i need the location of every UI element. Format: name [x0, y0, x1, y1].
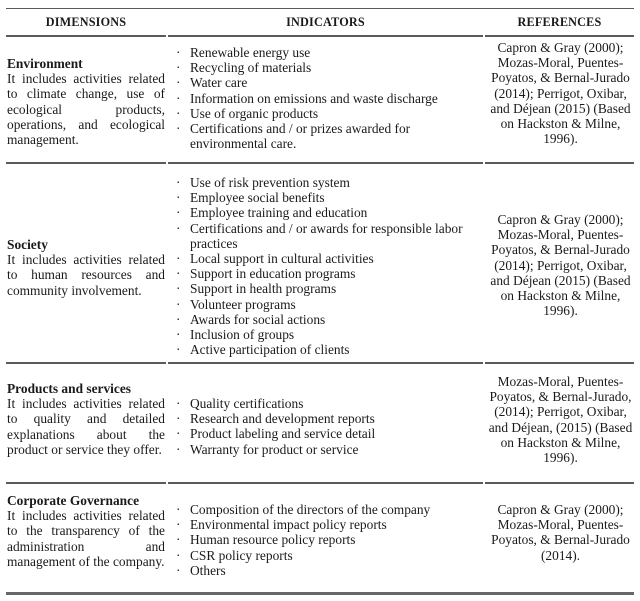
indicator-text: Volunteer programs — [190, 296, 296, 312]
indicator-text: Certifications and / or awards for responsible labor practices — [190, 220, 463, 251]
dimension-title: Society — [7, 237, 48, 252]
indicator-text: Human resource policy reports — [190, 532, 356, 548]
dimension-title: Environment — [7, 56, 83, 71]
references-cell: Capron & Gray (2000); Mozas-Moral, Puentes-Poyatos, & Bernal-Jurado (2014); Perrigot, Oxibar, and Déjean (2015) (Based on Hackston & Milne, 1996). — [490, 40, 631, 147]
indicator-text: Active participation of clients — [190, 342, 350, 358]
indicator-item — [172, 342, 487, 357]
indicator-item — [172, 281, 487, 296]
bullet-icon: · — [176, 426, 181, 442]
bullet-icon: · — [176, 396, 181, 411]
indicator-text: Environmental impact policy reports — [190, 517, 387, 533]
table-row-society — [6, 164, 634, 362]
indicator-item — [172, 251, 487, 266]
indicator-item — [172, 205, 487, 220]
table-row-products-services — [6, 364, 634, 482]
indicator-item — [172, 121, 487, 151]
dimension-description: It includes activities related to the transparency of the administration and management of the company. — [7, 508, 165, 569]
table-row-corporate-governance — [6, 484, 634, 592]
dimension-cell — [7, 56, 165, 147]
indicator-item — [172, 517, 487, 532]
indicator-text: Water care — [190, 75, 248, 91]
indicators-list — [172, 175, 487, 357]
indicator-item — [172, 548, 487, 563]
indicator-text: Composition of the directors of the company — [190, 502, 431, 517]
table-bottom-rule — [6, 592, 634, 595]
references-cell: Capron & Gray (2000); Mozas-Moral, Puentes-Poyatos, & Bernal-Jurado (2014); Perrigot, Oxibar, and Déjean (2015) (Based on Hackston & Milne, 1996). — [490, 212, 631, 319]
indicator-text: Employee training and education — [190, 205, 368, 221]
bullet-icon: · — [176, 502, 181, 517]
bullet-icon: · — [176, 281, 181, 297]
indicator-text: Product labeling and service detail — [190, 426, 376, 442]
bullet-icon: · — [176, 266, 181, 282]
indicator-item — [172, 327, 487, 342]
indicators-cell — [172, 502, 487, 578]
indicator-item — [172, 532, 487, 547]
indicator-text: Local support in cultural activities — [190, 251, 374, 267]
indicator-text: Certifications and / or prizes awarded for environmental care. — [190, 121, 411, 152]
bullet-icon: · — [176, 190, 181, 206]
references-cell: Capron & Gray (2000); Mozas-Moral, Puentes-Poyatos, & Bernal-Jurado (2014). — [491, 502, 630, 563]
bullet-icon: · — [176, 327, 181, 343]
indicator-item — [172, 502, 487, 517]
bullet-icon: · — [176, 220, 181, 236]
bullet-icon: · — [176, 547, 181, 563]
indicators-list — [172, 45, 487, 151]
indicator-text: Warranty for product or service — [190, 441, 359, 457]
indicator-item — [172, 312, 487, 327]
indicator-item — [172, 60, 487, 75]
indicator-text: Others — [190, 562, 226, 578]
dimension-description: It includes activities related to human resources and community involvement. — [7, 252, 165, 298]
indicator-text: Quality certifications — [190, 396, 304, 411]
dimension-title: Products and services — [7, 381, 131, 396]
bullet-icon: · — [176, 45, 181, 60]
indicator-item — [172, 426, 487, 441]
indicators-list — [172, 396, 487, 457]
indicator-item — [172, 266, 487, 281]
indicators-list — [172, 502, 487, 578]
indicator-text: CSR policy reports — [190, 547, 293, 563]
indicators-cell — [172, 175, 487, 357]
bullet-icon: · — [176, 296, 181, 312]
bullet-icon: · — [176, 205, 181, 221]
indicator-item — [172, 396, 487, 411]
dimension-description: It includes activities related to climate change, use of ecological products, operations, and ecological management. — [7, 71, 165, 148]
dimension-cell — [7, 237, 165, 298]
indicator-text: Use of organic products — [190, 105, 319, 121]
header-references: REFERENCES — [517, 15, 602, 29]
indicator-text: Awards for social actions — [190, 311, 326, 327]
bullet-icon: · — [176, 411, 181, 427]
bullet-icon: · — [176, 75, 181, 91]
bullet-icon: · — [176, 311, 181, 327]
dimension-title: Corporate Governance — [7, 493, 140, 508]
bullet-icon: · — [176, 105, 181, 121]
indicator-item — [172, 411, 487, 426]
indicator-text: Inclusion of groups — [190, 327, 295, 343]
dimension-cell — [7, 381, 165, 457]
indicators-cell — [172, 45, 487, 151]
header-dimensions: DIMENSIONS — [45, 15, 127, 29]
indicator-text: Use of risk prevention system — [190, 175, 350, 190]
indicator-text: Research and development reports — [190, 411, 375, 427]
indicator-item — [172, 221, 487, 251]
bullet-icon: · — [176, 175, 181, 190]
indicator-item — [172, 106, 487, 121]
indicator-text: Information on emissions and waste discharge — [190, 90, 438, 106]
dimension-description: It includes activities related to quality and detailed explanations about the product or service they offer. — [7, 396, 165, 457]
indicator-item — [172, 442, 487, 457]
bullet-icon: · — [176, 251, 181, 267]
indicator-item — [172, 175, 487, 190]
references-cell: Mozas-Moral, Puentes-Poyatos, & Bernal-Jurado, (2014); Perrigot, Oxibar, and Déjean, (2015) (Based on Hackston & Milne, 1996). — [488, 374, 633, 466]
indicator-item — [172, 45, 487, 60]
bullet-icon: · — [176, 562, 181, 578]
indicator-item — [172, 91, 487, 106]
indicator-text: Support in education programs — [190, 266, 356, 282]
indicator-text: Renewable energy use — [190, 45, 311, 60]
bullet-icon: · — [176, 532, 181, 548]
bullet-icon: · — [176, 60, 181, 76]
indicator-item — [172, 75, 487, 90]
indicator-text: Employee social benefits — [190, 190, 325, 206]
indicator-item — [172, 563, 487, 578]
indicator-text: Support in health programs — [190, 281, 337, 297]
indicator-text: Recycling of materials — [190, 60, 312, 76]
indicator-item — [172, 297, 487, 312]
header-indicators: INDICATORS — [286, 15, 365, 29]
dimension-cell — [7, 493, 165, 569]
bullet-icon: · — [176, 121, 181, 137]
indicators-cell — [172, 396, 487, 457]
bullet-icon: · — [176, 441, 181, 457]
indicator-item — [172, 190, 487, 205]
bullet-icon: · — [176, 342, 181, 358]
bullet-icon: · — [176, 90, 181, 106]
table-row-environment — [6, 37, 634, 163]
bullet-icon: · — [176, 517, 181, 533]
